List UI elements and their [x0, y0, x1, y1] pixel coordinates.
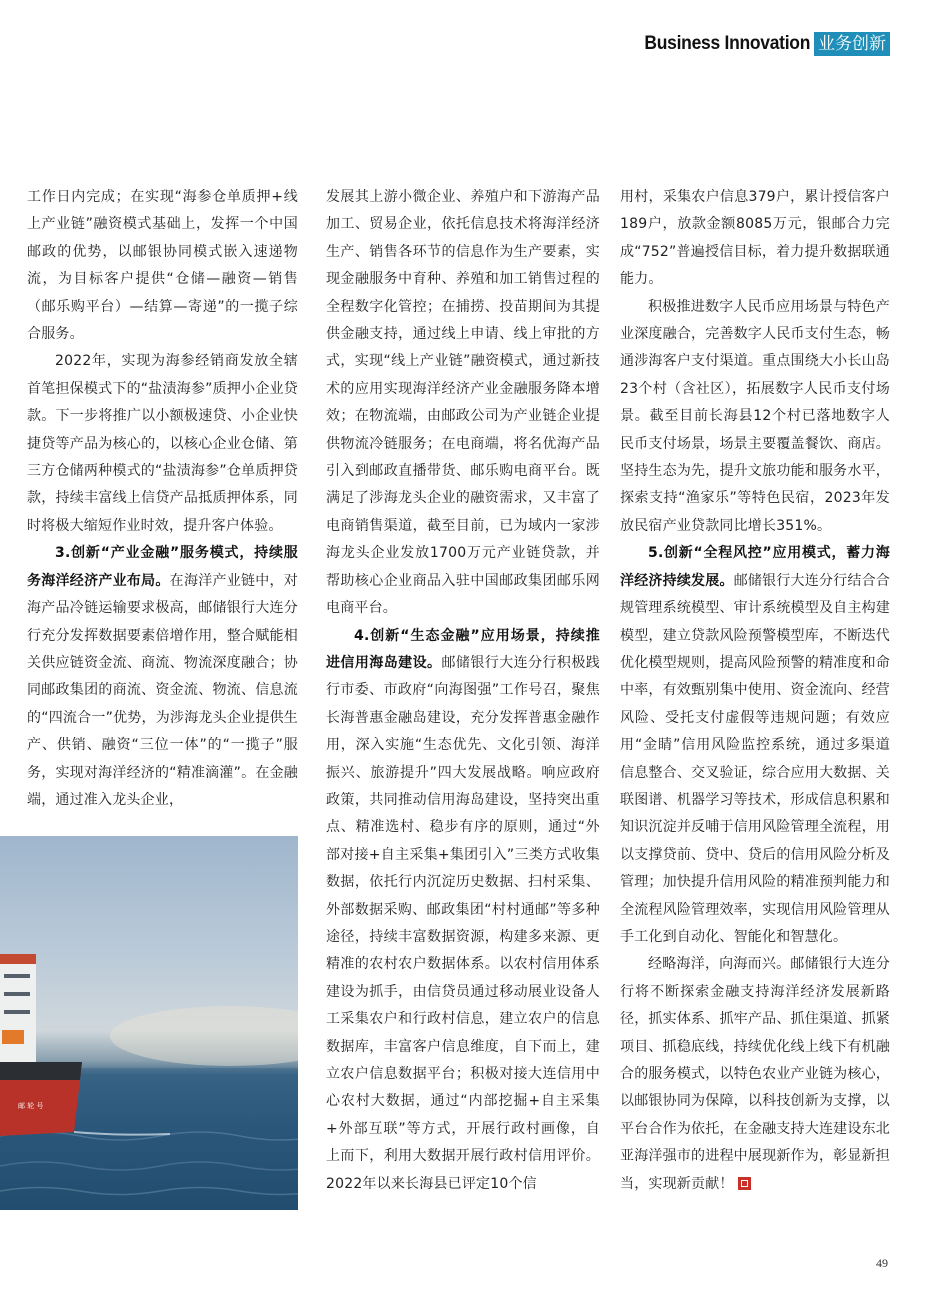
- article-column-2: [326, 184, 600, 1198]
- paragraph: 用村，采集农户信息379户，累计授信客户189户，放款金额8085万元，银邮合力完成“752”普遍授信目标，着力提升数据联通能力。: [620, 189, 890, 288]
- article-end-icon: [738, 1177, 751, 1190]
- article-column-3: [620, 184, 890, 1198]
- paragraph-body: 邮储银行大连分行结合合规管理系统模型、审计系统模型及自主构建模型，建立贷款风险预警模型库，不断迭代优化模型规则，提高风险预警的精准度和命中率，有效甄别集中使用、资金流向、经营风险、受托支付虚假等违规问题；有效应用“金睛”信用风险监控系统，通过多渠道信息整合、交叉验证，综合应用大数据、关联图谱、机器学习等技术，形成信息积累和知识沉淀并反哺于信用风险管理全流程，用以支撑贷前、贷中、贷后的信用风险分析及管理；加快提升信用风险的精准预判能力和全流程风险管理效率，实现信用风险管理从手工化到自动化、智能化和智慧化。: [620, 572, 890, 945]
- lifeboat: [2, 1030, 24, 1044]
- cargo-ship-photo: [0, 836, 298, 1210]
- ship-bridge: [0, 954, 36, 1062]
- article-column-1: [27, 184, 298, 844]
- section-heading: 4.创新“生态金融”应用场景，持续推进信用海岛建设。: [326, 627, 600, 671]
- bridge-window: [4, 1010, 30, 1014]
- paragraph: [620, 951, 890, 1198]
- paragraph-body: 在海洋产业链中，对海产品冷链运输要求极高，邮储银行大连分行充分发挥数据要素倍增作用，整合赋能相关供应链资金流、商流、物流深度融合；协同邮政集团的商流、资金流、物流、信息流的“四流合一”优势，为涉海龙头企业提供生产、供销、融资“三位一体”的“一揽子”服务，实现对海洋经济的“精准滴灌”。在金融端，通过准入龙头企业，: [27, 572, 298, 808]
- section-heading: 3.创新“产业金融”服务模式，持续服务海洋经济产业布局。: [27, 545, 298, 589]
- bridge-window: [4, 992, 30, 996]
- page-header: [630, 30, 890, 58]
- paragraph: 2022年，实现为海参经销商发放全辖首笔担保模式下的“盐渍海参”质押小企业贷款。下一步将推广以小额极速贷、小企业快捷贷等产品为核心的，以核心企业仓储、第三方仓储两种模式的“盐渍海参”仓单质押贷款，持续丰富线上信贷产品抵质押体系，同时将极大缩短作业时效，提升客户体验。: [27, 353, 298, 534]
- ship-funnel-band: [0, 954, 36, 964]
- horizon-glow: [110, 1006, 298, 1066]
- page-number: 49: [876, 1256, 888, 1270]
- closing-paragraph: 经略海洋，向海而兴。邮储银行大连分行将不断探索金融支持海洋经济发展新路径，抓实体系、抓牢产品、抓住渠道、抓紧项目、抓稳底线，持续优化线上线下有机融合的服务模式，以特色农业产业链为核心，以邮银协同为保障，以科技创新为支撑，以平台合作为依托，在金融支持大连建设东北亚海洋强市的进程中展现新作为，彰显新担当，实现新贡献！: [620, 956, 890, 1192]
- ship-hull-top: [0, 1062, 82, 1080]
- paragraph: [27, 540, 298, 814]
- paragraph: [326, 623, 600, 1199]
- bridge-window: [4, 974, 30, 978]
- paragraph: [620, 540, 890, 951]
- ship-name: 邮 轮 号: [18, 1102, 44, 1110]
- section-title-cn: 业务创新: [814, 32, 890, 56]
- paragraph: 积极推进数字人民币应用场景与特色产业深度融合，完善数字人民币支付生态，畅通涉海客户支付渠道。重点围绕大小长山岛23个村（含社区），拓展数字人民币支付场景。截至目前长海县12个村已落地数字人民币支付场景，场景主要覆盖餐饮、商店。坚持生态为先，提升文旅功能和服务水平，探索支持“渔家乐”等特色民宿，2023年发放民宿产业贷款同比增长351%。: [620, 298, 890, 534]
- ship-illustration: [0, 836, 298, 1210]
- paragraph: 工作日内完成；在实现“海参仓单质押+线上产业链”融资模式基础上，发挥一个中国邮政的优势，以邮银协同模式嵌入速递物流，为目标客户提供“仓储—融资—销售（邮乐购平台）—结算—寄递”的一揽子综合服务。: [27, 189, 298, 343]
- paragraph: 发展其上游小微企业、养殖户和下游海产品加工、贸易企业，依托信息技术将海洋经济生产、销售各环节的信息作为生产要素，实现金融服务中育种、养殖和加工销售过程的全程数字化管控；在捕捞、投苗期间为其提供金融支持，通过线上申请、线上审批的方式，实现“线上产业链”融资模式，通过新技术的应用实现海洋经济产业金融服务降本增效；在物流端，由邮政公司为产业链企业提供物流冷链服务；在电商端，将名优海产品引入到邮政直播带货、邮乐购电商平台。既满足了涉海龙头企业的融资需求，又丰富了电商销售渠道，截至目前，已为域内一家涉海龙头企业发放1700万元产业链贷款，并帮助核心企业商品入驻中国邮政集团邮乐网电商平台。: [326, 189, 600, 617]
- section-heading: 5.创新“全程风控”应用模式，蓄力海洋经济持续发展。: [620, 545, 890, 589]
- paragraph-body: 邮储银行大连分行积极践行市委、市政府“向海图强”工作号召，聚焦长海普惠金融岛建设，充分发挥普惠金融作用，深入实施“生态优先、文化引领、海洋振兴、旅游提升”四大发展战略。响应政府政策，共同推动信用海岛建设，坚持突出重点、精准选村、稳步有序的原则，通过“外部对接+自主采集+集团引入”三类方式收集数据，依托行内沉淀历史数据、扫村采集、外部数据采购、邮政集团“村村通邮”等多种途径，持续丰富数据资源，构建多来源、更精准的农村农户数据体系。以农村信用体系建设为抓手，由信贷员通过移动展业设备人工采集农户和行政村信息，建立农户的信息数据库，丰富客户信息维度，自下而上，建立农户信息数据平台；积极对接大连信用中心农村大数据，通过“内部挖掘+自主采集+外部互联”等方式，开展行政村画像，自上而下，利用大数据开展行政村信用评价。2022年以来长海县已评定10个信: [326, 654, 600, 1192]
- section-title-en: Business Innovation: [644, 33, 810, 54]
